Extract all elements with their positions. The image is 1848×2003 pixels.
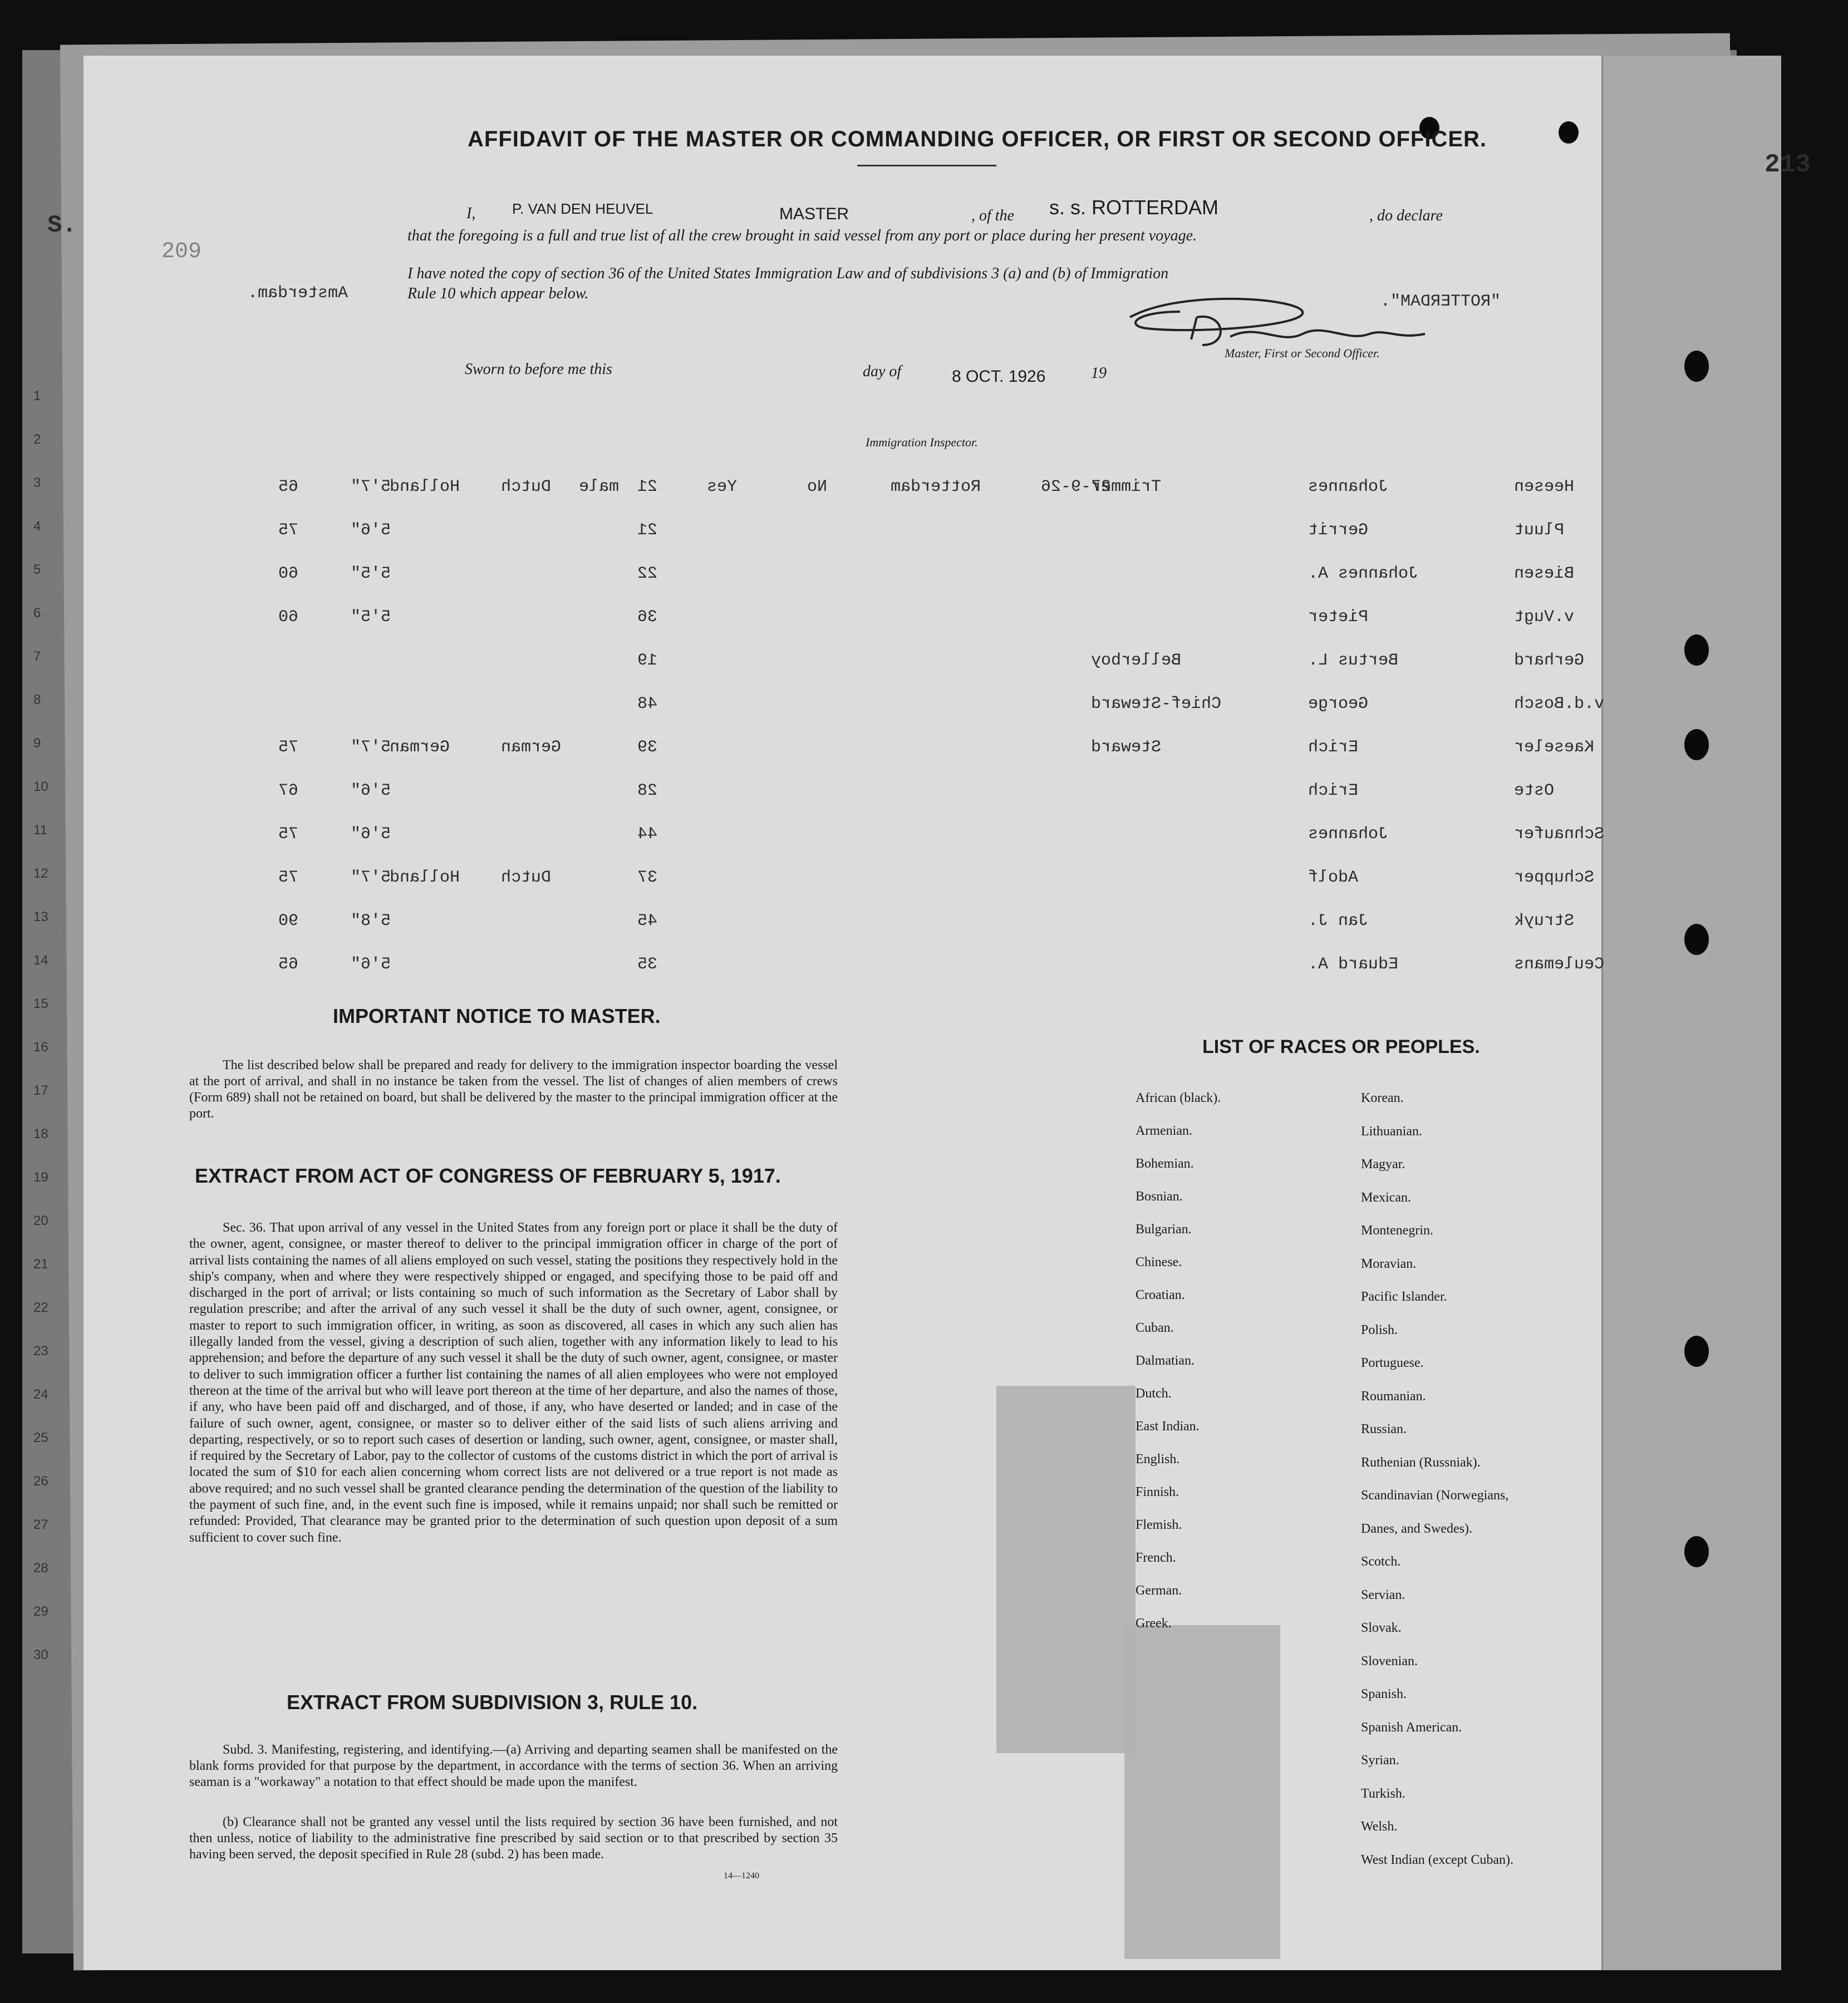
ghost-cell-age: 44 [637,825,658,844]
row-number: 7 [33,649,41,664]
race-item: Armenian. [1136,1124,1192,1138]
ghost-cell-lit: Yes [707,478,738,496]
ghost-cell-weight: 67 [278,781,299,800]
ghost-cell-given: Eduard A. [1308,955,1399,974]
race-item: German. [1136,1583,1182,1598]
ghost-page-mark: S. [47,211,77,239]
ghost-cell-age: 45 [637,912,658,931]
ghost-page-mark: 213 [1765,150,1811,179]
affidavit-line-4: Rule 10 which appear below. [407,285,589,302]
ghost-cell-nat: German [390,738,450,757]
race-item: Turkish. [1361,1786,1405,1801]
row-number: 5 [33,562,41,577]
race-item: West Indian (except Cuban). [1361,1852,1513,1867]
ghost-cell-given: Bertus L. [1308,651,1399,670]
punch-hole [1684,1336,1709,1367]
race-item: Bosnian. [1136,1189,1183,1204]
of-the-label: , of the [971,207,1014,224]
race-item: Montenegrin. [1361,1223,1433,1238]
race-item: Scandinavian (Norwegians, [1361,1488,1509,1503]
ghost-cell-given: Jan J. [1308,912,1369,931]
ghost-cell-race: German [501,738,562,757]
ghost-port-header: Amsterdam. [248,284,348,303]
ghost-ship-header: "ROTTERDAM". [1380,292,1501,311]
race-item: Welsh. [1361,1819,1398,1834]
affidavit-line-3: I have noted the copy of section 36 of the United States Immigration Law and of subdivisions 3 (a) and (b) of Immigration [407,265,1169,282]
ghost-cell-weight: 90 [278,912,299,931]
row-number: 6 [33,606,41,621]
row-number: 30 [33,1647,48,1662]
ghost-cell-age: 35 [637,955,658,974]
ghost-cell-date: 27-9-26 [1041,478,1112,496]
ghost-cell-given: Johannes A. [1308,564,1419,583]
form-code: 14—1240 [724,1871,759,1881]
folded-margin-strip [1601,56,1781,1970]
ghost-cell-weight: 65 [278,478,299,496]
paper-patch [996,1386,1136,1753]
race-item: African (black). [1136,1091,1221,1105]
ghost-cell-age: 37 [637,868,658,887]
ghost-cell-given: Adolf [1308,868,1359,887]
ghost-cell-age: 36 [637,608,658,627]
ghost-cell-given: Erich [1308,781,1359,800]
ghost-cell-surname: Gerhard [1514,651,1585,670]
row-number: 13 [33,909,48,924]
row-number: 16 [33,1040,48,1055]
ghost-cell-surname: Schnaufer [1514,825,1605,844]
ghost-cell-age: 48 [637,695,658,713]
race-item: Finnish. [1136,1485,1179,1499]
race-item: Pacific Islander. [1361,1290,1447,1304]
row-number: 27 [33,1517,48,1532]
punch-hole [1559,121,1579,144]
ghost-cell-surname: v.Vugt [1514,608,1575,627]
ghost-cell-height: 5'8" [351,912,391,931]
ghost-cell-height: 5'6" [351,781,391,800]
race-item: Flemish. [1136,1518,1182,1532]
row-number: 23 [33,1343,48,1359]
row-number: 19 [33,1170,48,1185]
race-item: Scotch. [1361,1554,1401,1569]
ghost-cell-race: Dutch [501,478,552,496]
ghost-cell-surname: Biesen [1514,564,1575,583]
row-number: 29 [33,1604,48,1619]
row-number: 12 [33,866,48,881]
ghost-cell-weight: 75 [278,868,299,887]
race-item: Greek. [1136,1616,1172,1631]
row-number: 8 [33,692,41,707]
ghost-cell-nat: Holland [390,478,460,496]
ghost-cell-position: Chief-Steward [1091,695,1222,713]
race-item: Dalmatian. [1136,1354,1195,1368]
ghost-cell-given: Erich [1308,738,1359,757]
signature-caption: Master, First or Second Officer. [1225,346,1380,360]
ghost-cell-sex: male [579,478,620,496]
race-item: Bulgarian. [1136,1222,1192,1237]
ghost-cell-position: Trimmer [1091,478,1162,496]
ghost-cell-weight: 75 [278,825,299,844]
row-number: 2 [33,432,41,447]
sworn-label: Sworn to before me this [465,361,612,378]
ghost-cell-height: 5'6" [351,521,391,540]
ghost-cell-given: Johannes [1308,478,1389,496]
row-number: 26 [33,1474,48,1489]
ghost-cell-given: Pieter [1308,608,1369,627]
ghost-cell-age: 21 [637,521,658,540]
race-item: Portuguese. [1361,1356,1424,1370]
ghost-cell-height: 5'7" [351,868,391,887]
race-item: Dutch. [1136,1386,1172,1401]
ghost-cell-height: 5'5" [351,608,391,627]
row-number: 11 [33,823,47,838]
do-declare-label: , do declare [1369,207,1443,224]
race-item: Croatian. [1136,1288,1185,1302]
ghost-cell-height: 5'6" [351,825,391,844]
extract1-heading: EXTRACT FROM ACT OF CONGRESS OF FEBRUARY 5, 1917. [195,1164,781,1187]
day-of-label: day of [863,363,902,380]
race-item: Spanish American. [1361,1720,1462,1735]
ghost-cell-height: 5'5" [351,564,391,583]
race-item: Servian. [1361,1587,1405,1602]
race-item: Bohemian. [1136,1156,1194,1171]
race-item: Slovenian. [1361,1653,1418,1669]
row-number: 10 [33,779,48,794]
races-heading: LIST OF RACES OR PEOPLES. [1202,1036,1480,1057]
row-number: 25 [33,1430,48,1445]
race-item: Syrian. [1361,1753,1399,1768]
race-item: English. [1136,1452,1180,1466]
ghost-cell-weight: 65 [278,955,299,974]
race-item: Slovak. [1361,1621,1402,1635]
ghost-cell-weight: 60 [278,564,299,583]
title-underline [857,165,996,166]
ghost-cell-weight: 60 [278,608,299,627]
affidavit-title: AFFIDAVIT OF THE MASTER OR COMMANDING OFFICER, OR FIRST OR SECOND OFFICER. [468,127,1487,151]
affidavit-line-2: that the foregoing is a full and true list of all the crew brought in said vessel from any port or place during her present voyage. [407,227,1197,244]
race-item: Ruthenian (Russniak). [1361,1455,1481,1470]
ghost-cell-nat: Holland [390,868,460,887]
ghost-cell-port: Rotterdam [891,478,981,496]
row-number: 9 [33,736,41,751]
race-item: Korean. [1361,1091,1404,1105]
punch-hole [1684,1536,1709,1567]
ghost-cell-surname: Schupper [1514,868,1595,887]
race-item: Cuban. [1136,1321,1174,1335]
ghost-cell-position: Steward [1091,738,1162,757]
race-item: Spanish. [1361,1687,1407,1701]
row-number: 20 [33,1213,48,1228]
row-number: 1 [33,388,41,403]
punch-hole [1684,351,1709,382]
ghost-cell-age: 22 [637,564,658,583]
date-stamp: 8 OCT. 1926 [952,367,1046,386]
ghost-cell-flag: No [807,478,828,496]
punch-hole [1684,924,1709,955]
ghost-cell-age: 21 [637,478,658,496]
vessel-name: s. s. ROTTERDAM [1049,196,1218,219]
row-number: 21 [33,1257,48,1272]
race-item: Danes, and Swedes). [1361,1521,1472,1536]
row-number: 4 [33,519,41,534]
notice-body: The list described below shall be prepared and ready for delivery to the immigration inspector boarding the vessel at the port of arrival, and shall in no instance be taken from the vessel. The list of changes of alien members of crews (Form 689) shall not be retained on board, but shall be delivered by the master to the principal immigration officer at the port. [189,1058,838,1121]
ghost-cell-given: George [1308,695,1369,713]
ghost-cell-surname: Struyk [1514,912,1575,931]
row-number: 28 [33,1561,48,1576]
ghost-cell-height: 5'7" [351,738,391,757]
row-number: 14 [33,953,48,968]
ghost-cell-height: 5'7" [351,478,391,496]
ghost-cell-surname: Heesen [1514,478,1575,496]
ghost-cell-surname: Pluut [1514,521,1565,540]
race-item: Polish. [1361,1322,1398,1337]
race-item: Moravian. [1361,1256,1417,1271]
ghost-cell-weight: 75 [278,521,299,540]
ghost-cell-height: 5'6" [351,955,391,974]
race-item: East Indian. [1136,1419,1200,1434]
row-number: 22 [33,1300,48,1315]
race-item: Mexican. [1361,1190,1411,1205]
ghost-cell-age: 39 [637,738,658,757]
notice-heading: IMPORTANT NOTICE TO MASTER. [333,1005,661,1027]
ghost-cell-race: Dutch [501,868,552,887]
race-item: French. [1136,1551,1176,1565]
ghost-cell-surname: Ceulemans [1514,955,1605,974]
rank: MASTER [779,205,849,223]
row-number: 24 [33,1387,48,1402]
ghost-cell-surname: Kaeseler [1514,738,1595,757]
extract2-heading: EXTRACT FROM SUBDIVISION 3, RULE 10. [287,1691,698,1714]
declarant-prefix: I, [466,205,476,222]
ghost-cell-age: 28 [637,781,658,800]
ghost-cell-position: Bellerboy [1091,651,1182,670]
declarant-name: P. VAN DEN HEUVEL [512,200,653,217]
row-number: 15 [33,996,48,1011]
ghost-cell-given: Johannes [1308,825,1389,844]
punch-hole [1684,729,1709,760]
row-number: 17 [33,1083,48,1098]
row-number: 3 [33,475,41,490]
year-prefix: 19 [1091,365,1107,382]
race-item: Chinese. [1136,1255,1182,1269]
race-item: Roumanian. [1361,1389,1426,1404]
ghost-cell-surname: Oste [1514,781,1555,800]
inspector-caption: Immigration Inspector. [866,435,978,449]
extract1-body: Sec. 36. That upon arrival of any vessel in the United States from any foreign port or place it shall be the duty of the owner, agent, consignee, or master thereof to deliver to the principal immigration officer in charge of the port of arrival lists containing the names of all aliens employed on such vessel, stating the positions they respectively hold in the ship's company, when and where they were respectively shipped or engaged, and specifying those to be paid off and discharged in the port of arrival; or lists containing so much of such information as the Secretary of Labor shall by regulation prescribe; and after the arrival of any such vessel it shall be the duty of such owner, agent, consignee, or master to report to such immigration officer, in writing, as soon as discovered, all cases in which any such alien has illegally landed from the vessel, giving a description of such alien, together with any information likely to lead to his apprehension; and before the departure of any such vessel it shall be the duty of such owner, agent, consignee, or master to deliver to such immigration officer a further list containing the names of all alien employees who were not employed thereon at the time of the arrival but who will leave port thereon at the time of her departure, and also the names of those, if any, who have been paid off and discharged, and of those, if any, who have deserted or landed; and in case of the failure of such owner, agent, consignee, or master so to deliver either of the said lists of such aliens arriving and departing, respectively, or so to report such cases of desertion or landing, such owner, agent, consignee, or master shall, if required by the Secretary of Labor, pay to the collector of customs of the customs district in which the port of arrival is located the sum of $10 for each alien concerning whom correct lists are not delivered or a true report is not made as above required; and no such vessel shall be granted clearance pending the determination of the question of the liability to the payment of such fine, and, in the event such fine is imposed, while it remains unpaid; nor shall such be remitted or refunded: Provided, That clearance may be granted prior to the determination of such question upon deposit of a sum sufficient to cover such fine. [189,1220,838,1545]
ghost-cell-surname: v.d.Bosch [1514,695,1605,713]
ghost-cell-weight: 75 [278,738,299,757]
row-number: 18 [33,1126,48,1141]
ghost-cell-given: Gerrit [1308,521,1369,540]
race-item: Russian. [1361,1422,1407,1436]
race-item: Magyar. [1361,1157,1405,1172]
paper-patch [1124,1625,1280,1959]
extract2-para-a: Subd. 3. Manifesting, registering, and identifying.—(a) Arriving and departing seamen shall be manifested on the blank forms provided for that purpose by the department, in accordance with the terms of section 36. When an arriving seaman is a "workaway" a notation to that effect should be made upon the manifest. [189,1743,838,1789]
ghost-cell-age: 19 [637,651,658,670]
race-item: Lithuanian. [1361,1124,1422,1139]
punch-hole [1684,634,1709,666]
ghost-page-mark: 209 [161,239,202,264]
extract2-para-b: (b) Clearance shall not be granted any vessel until the lists required by section 36 have been furnished, and not then unless, notice of liability to the administrative fine prescribed by said section or to that prescribed by section 35 having been served, the deposit specified in Rule 28 (subd. 2) has been made. [189,1815,838,1862]
